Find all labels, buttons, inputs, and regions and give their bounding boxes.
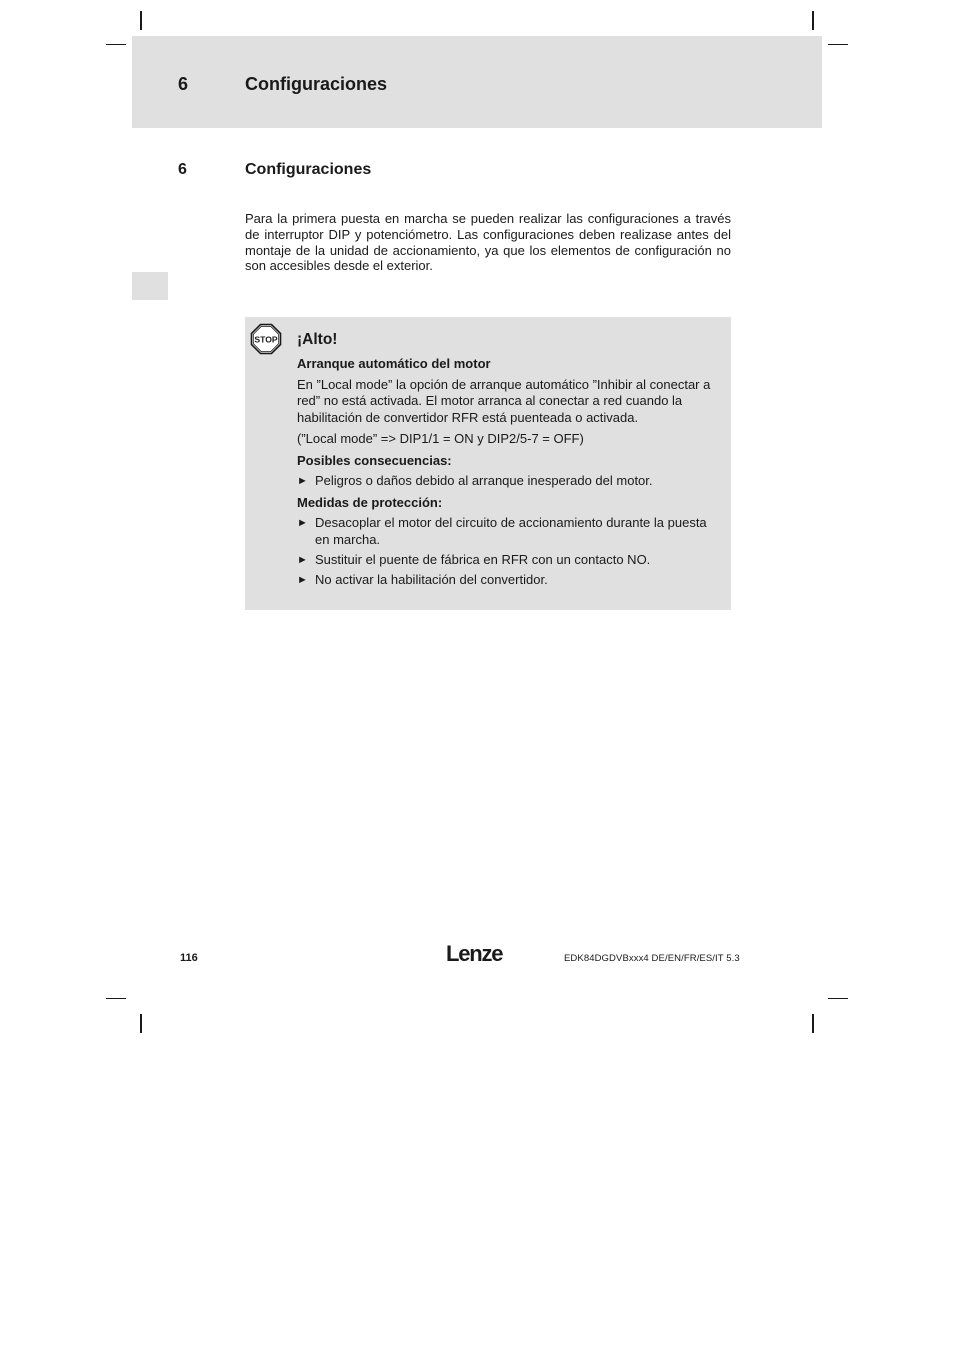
chapter-number: 6 — [178, 74, 189, 94]
crop-mark — [140, 11, 142, 30]
section-number: 6 — [178, 161, 187, 178]
warning-subtitle: Arranque automático del motor — [297, 356, 491, 371]
chapter-title: Configuraciones — [245, 74, 388, 94]
section-title: Configuraciones — [245, 161, 372, 178]
document-code: EDK84DGDVBxxx4 DE/EN/FR/ES/IT 5.3 — [564, 953, 740, 964]
side-tab-marker — [132, 272, 168, 300]
measures-label: Medidas de protección: — [297, 494, 443, 510]
crop-mark — [828, 998, 848, 999]
warning-title: ¡Alto! — [297, 331, 338, 348]
bullet-arrow-icon: ► — [297, 517, 308, 529]
measure-item: ► Desacoplar el motor del circuito de accionamiento durante la puesta en marcha. — [297, 515, 707, 547]
dip-note: (”Local mode” => DIP1/1 = ON y DIP2/5-7 = OFF) — [297, 431, 584, 446]
warning-paragraph: En ”Local mode” la opción de arranque automático ”Inhibir al conectar a red” no está activada. El motor arranca al conectar a red cuando la habilitación de convertidor RFR está puenteada o activada. — [297, 376, 711, 425]
page-number: 116 — [180, 952, 198, 964]
crop-mark — [812, 1014, 814, 1033]
bullet-arrow-icon: ► — [297, 553, 308, 566]
consequences-label: Posibles consecuencias: — [297, 452, 452, 468]
lenze-logo: Lenze — [446, 941, 503, 966]
warning-content — [297, 330, 722, 592]
intro-paragraph: Para la primera puesta en marcha se pueden realizar las configuraciones a través de interruptor DIP y potenciómetro. Las configuraciones deben realizase antes del montaje de la unidad de accionamiento, ya que los elementos de configuración no son accesibles desde el exterior. — [245, 211, 731, 274]
crop-mark — [140, 1014, 142, 1033]
measure-item: ► No activar la habilitación del convertidor. — [297, 571, 548, 587]
bullet-arrow-icon: ► — [297, 475, 308, 487]
consequence-item: ► Peligros o daños debido al arranque inesperado del motor. — [297, 473, 653, 488]
svg-text:STOP: STOP — [254, 334, 278, 345]
crop-mark — [812, 11, 814, 30]
bullet-arrow-icon: ► — [297, 573, 308, 586]
crop-mark — [106, 998, 126, 999]
crop-mark — [106, 44, 126, 45]
stop-icon — [250, 323, 282, 355]
crop-mark — [828, 44, 848, 45]
chapter-header-band — [132, 36, 822, 128]
measure-item: ► Sustituir el puente de fábrica en RFR con un contacto NO. — [297, 551, 651, 567]
